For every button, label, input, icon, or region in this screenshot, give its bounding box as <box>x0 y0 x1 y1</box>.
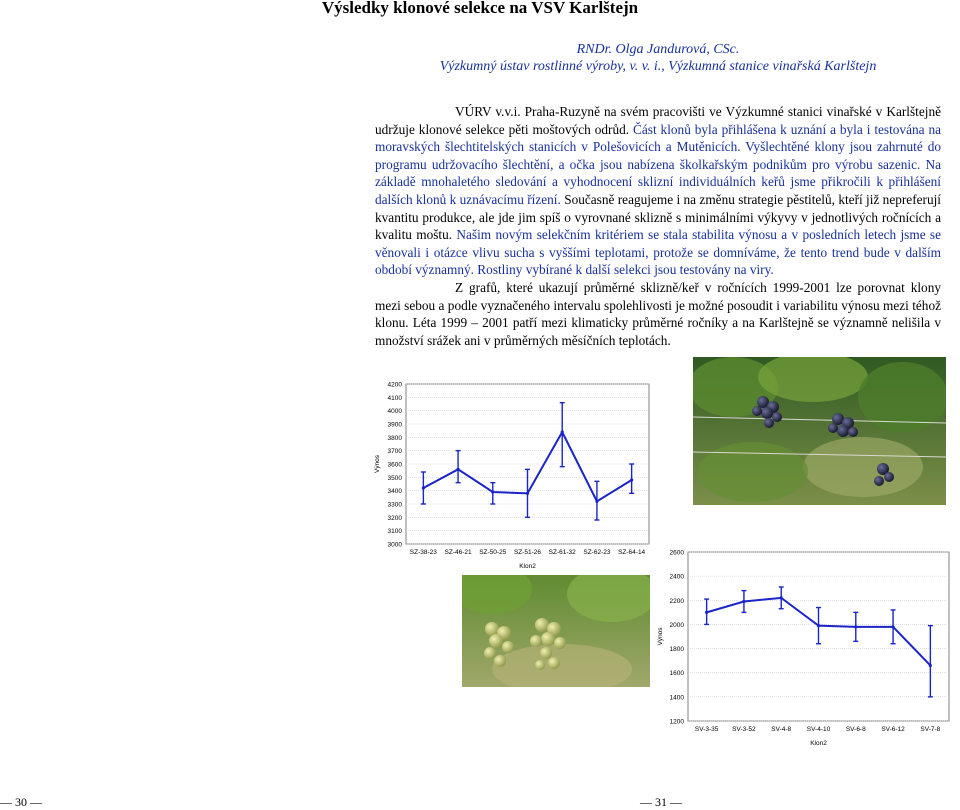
y-tick-label: 3500 <box>387 474 402 482</box>
page-number-right: 31 <box>655 795 667 809</box>
data-point <box>929 664 932 667</box>
y-tick-label: 3800 <box>387 434 402 442</box>
x-tick-label: SV-3-35 <box>694 726 719 733</box>
x-tick-label: SV-4-8 <box>771 726 792 733</box>
y-tick-label: 1200 <box>669 718 684 726</box>
y-tick-label: 3600 <box>387 461 402 469</box>
data-point <box>854 625 857 628</box>
chart-1 <box>369 375 653 575</box>
text-span: Našim novým selekčním kritériem se stala stabilita výnosu a v posledních letech jsme se věnovali i otázce vlivu sucha s vyššími teplotami, protože se domníváme, že tento trend bude v dalším období významný. Rostliny vybírané k další selekci jsou testovány na viry. <box>375 227 941 278</box>
x-tick-label: SZ-62-23 <box>583 549 611 556</box>
article-body <box>375 103 941 349</box>
y-tick-label: 4100 <box>387 394 402 402</box>
x-tick-label: SV-7-8 <box>920 726 941 733</box>
y-tick-label: 4000 <box>387 408 402 416</box>
y-tick-label: 3700 <box>387 448 402 456</box>
author-affiliation: Výzkumný ústav rostlinné výroby, v. v. i., Výzkumná stanice vinařská Karlštejn <box>439 59 877 74</box>
paragraph-1 <box>375 103 941 279</box>
x-tick-label: SZ-51-26 <box>513 549 542 556</box>
y-tick-label: 4200 <box>387 381 402 389</box>
y-tick-label: 2400 <box>669 573 684 581</box>
text-span: Současně reagujeme i na změnu strategie pěstitelů, kteří již nepreferují kvantitu produkce, ale jde jim spíš o vyrovnané sklizně s minimálními výkyvy v jednotlivých ročnících a kvalitu moštu. <box>375 191 941 243</box>
y-tick-label: 1600 <box>669 670 684 678</box>
data-point <box>561 430 564 433</box>
x-axis-label: Klon2 <box>519 563 536 570</box>
y-axis-label: Výnos <box>374 454 381 474</box>
red-grapes-photo <box>693 357 946 505</box>
y-tick-label: 2200 <box>669 597 684 605</box>
x-tick-label: SZ-46-21 <box>444 549 472 556</box>
data-point <box>817 624 820 627</box>
data-point <box>526 492 529 495</box>
y-tick-label: 1400 <box>669 694 684 702</box>
data-point <box>456 468 459 471</box>
x-tick-label: SZ-61-32 <box>548 549 576 556</box>
data-point <box>742 600 745 603</box>
x-tick-label: SZ-38-23 <box>409 549 437 556</box>
data-point <box>891 625 894 628</box>
text-span: Z grafů, které ukazují průměrné sklizně/keř v ročnících 1999-2001 lze porovnat klony mezi sebou a podle vyznačeného intervalu spolehlivosti je možné posoudit i variabilitu výnosu mezi téhož klonu. Léta 1999 – 2001 patří mezi klimaticky průměrné ročníky a na Karlštejně se významně nelišila v množství srážek ani v průměrných měsíčních teplotách. <box>375 279 941 348</box>
text-span: VÚRV v.v.i. Praha-Ruzyně na svém pracovišti ve Výzkumné stanici vinařské v Karlštejně udržuje klonové selekce pěti moštových odrůd. <box>375 104 941 137</box>
x-tick-label: SZ-64-14 <box>618 549 646 556</box>
y-tick-label: 3100 <box>387 528 402 536</box>
author-name: RNDr. Olga Jandurová, CSc. <box>576 42 740 57</box>
x-axis-label: Klon2 <box>810 740 827 747</box>
y-tick-label: 3900 <box>387 421 402 429</box>
data-point <box>705 611 708 614</box>
y-tick-label: 1800 <box>669 646 684 654</box>
white-grapes-photo <box>462 569 650 687</box>
x-tick-label: SV-4-10 <box>806 726 831 733</box>
x-tick-label: SV-6-8 <box>845 726 866 733</box>
y-tick-label: 2000 <box>669 621 684 629</box>
white-grapes-image <box>462 569 650 687</box>
red-grapes-image <box>693 357 946 505</box>
y-tick-label: 3400 <box>387 488 402 496</box>
y-axis-label: Výnos <box>657 627 664 646</box>
page-number-left: 30 <box>15 795 27 809</box>
text-span: Část klonů byla přihlášena k uznání a byla i testována na moravských šlechtitelských stanicích v Polešovicích a Mutěnicích. Vyšlechtěné klony jsou zahrnuté do programu udržovacího šlechtění, a očka jsou nabízena školkařským podnikům pro výrobu sazenic. Na základě mnohaletého sledování a vyhodnocení sklizní individuálních keřů jsme přikročili k přihlášení dalších klonů k uznávacímu řízení. <box>375 121 941 207</box>
data-point <box>422 486 425 489</box>
y-tick-label: 2600 <box>669 549 684 557</box>
footer-right: — 31 — <box>640 795 682 809</box>
x-tick-label: SV-3-52 <box>732 726 756 733</box>
y-tick-label: 3300 <box>387 501 402 509</box>
y-tick-label: 3200 <box>387 514 402 522</box>
data-point <box>491 490 494 493</box>
chart-2 <box>653 543 953 753</box>
data-point <box>780 596 783 599</box>
data-point <box>630 478 633 481</box>
x-tick-label: SZ-50-25 <box>479 549 507 556</box>
x-tick-label: SV-6-12 <box>881 726 905 733</box>
paragraph-2 <box>375 279 941 349</box>
author-block <box>380 41 936 75</box>
footer-left: — 30 — <box>0 795 42 809</box>
y-tick-label: 3000 <box>387 541 402 549</box>
data-point <box>595 500 598 503</box>
chart-2-panel <box>653 543 953 753</box>
article-title: Výsledky klonové selekce na VSV Karlštejn <box>321 0 639 17</box>
chart-1-panel <box>369 375 653 575</box>
